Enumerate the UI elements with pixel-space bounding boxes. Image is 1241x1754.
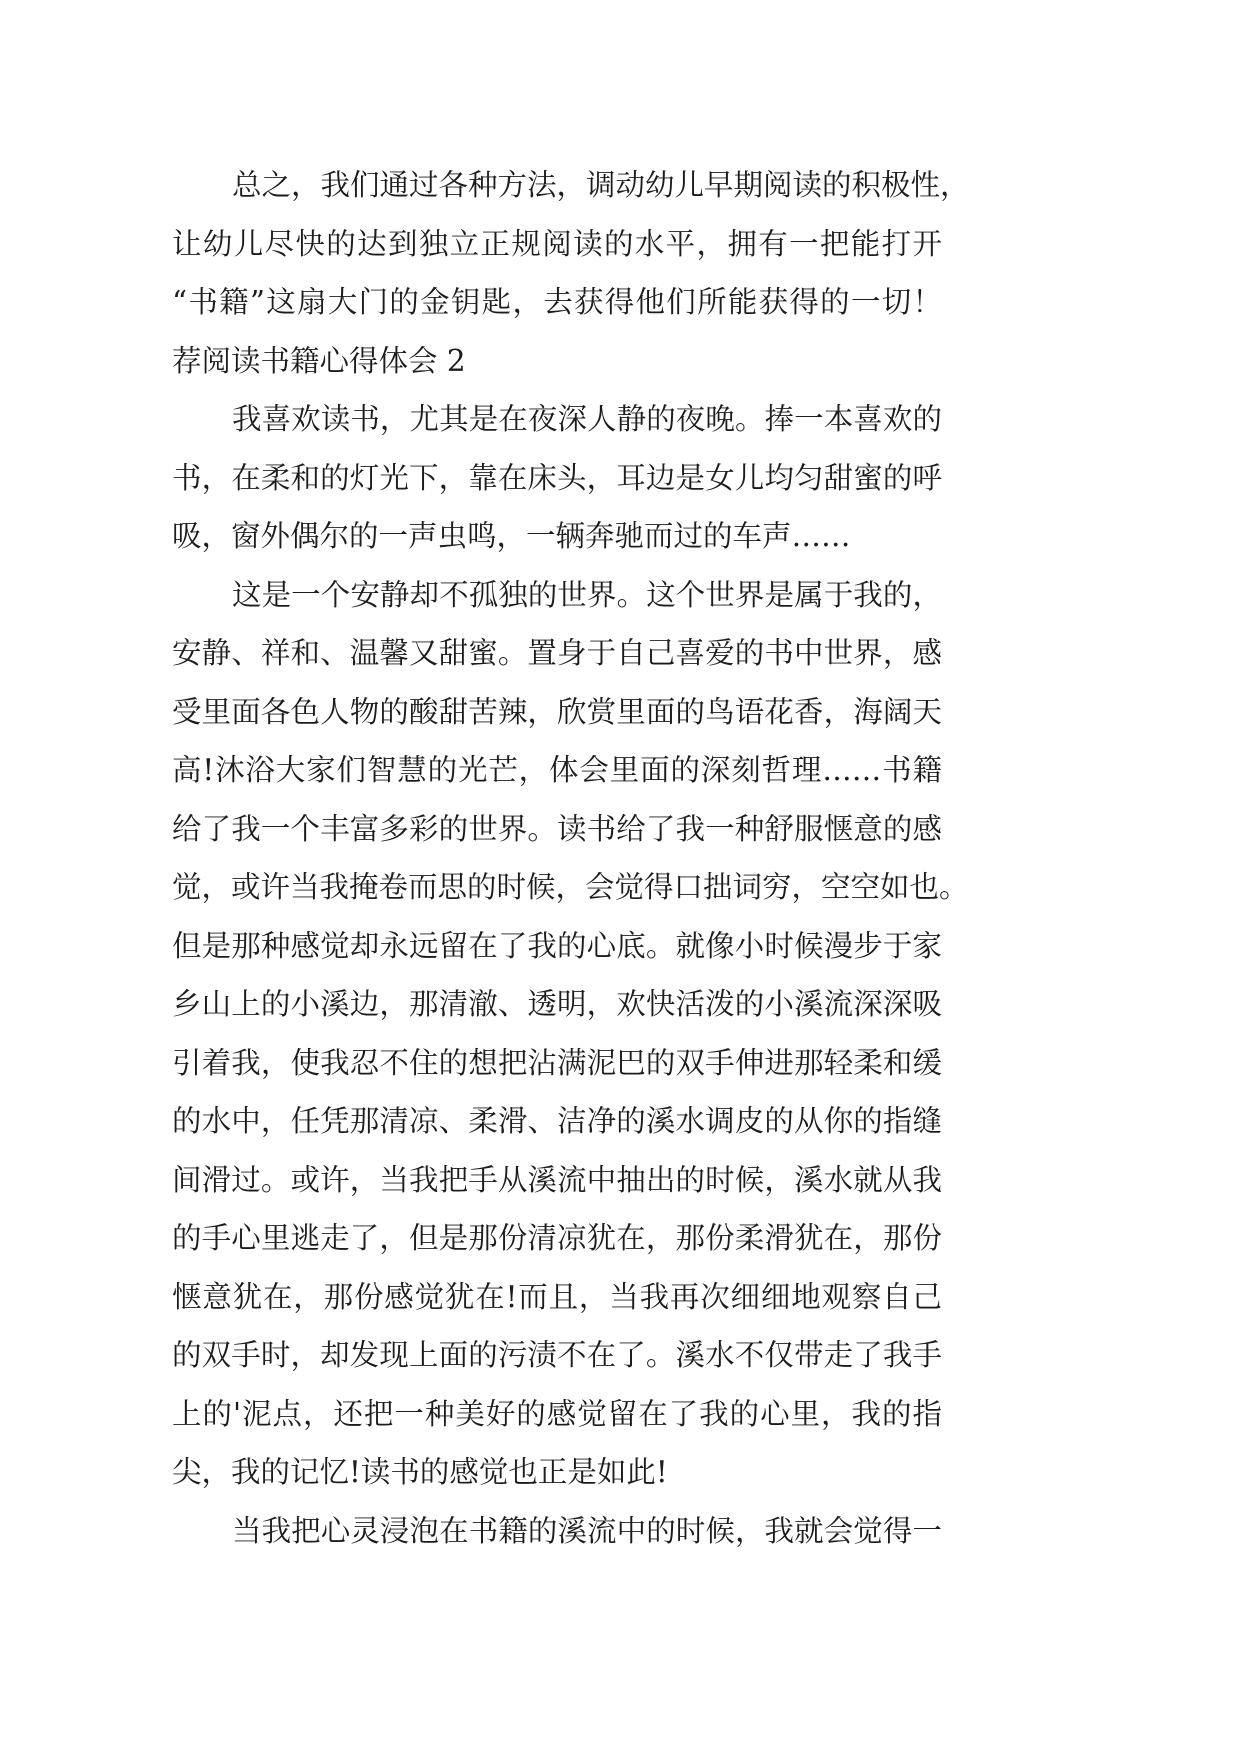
text-line: 书，在柔和的灯光下，靠在床头，耳边是女儿均匀甜蜜的呼 — [172, 460, 942, 495]
paragraph — [172, 1502, 942, 1561]
text-line: 我喜欢读书，尤其是在夜深人静的夜晚。捧一本喜欢的 — [232, 402, 942, 436]
text-line: 惬意犹在，那份感觉犹在!而且，当我再次细细地观察自己 — [172, 1279, 942, 1314]
text-line: 的双手时，却发现上面的污渍不在了。溪水不仅带走了我手 — [172, 1338, 942, 1372]
text-line: 安静、祥和、温馨又甜蜜。置身于自己喜爱的书中世界，感 — [172, 636, 942, 670]
text-line: “书籍”这扇大门的金钥匙，去获得他们所能获得的一切！ — [172, 285, 942, 319]
text-line: 的水中，任凭那清凉、柔滑、洁净的溪水调皮的从你的指缝 — [172, 1104, 942, 1138]
document-body — [172, 156, 970, 1560]
text-line: 总之，我们通过各种方法，调动幼儿早期阅读的积极性， — [232, 168, 970, 202]
paragraph — [172, 566, 969, 1502]
text-line: 吸，窗外偶尔的一声虫鸣，一辆奔驰而过的车声…… — [172, 519, 851, 553]
text-line: 乡山上的小溪边，那清澈、透明，欢快活泼的小溪流深深吸 — [172, 987, 942, 1021]
text-line: 当我把心灵浸泡在书籍的溪流中的时候，我就会觉得一 — [232, 1513, 942, 1548]
text-line: 的手心里逃走了，但是那份清凉犹在，那份柔滑犹在，那份 — [172, 1221, 942, 1255]
text-line: 让幼儿尽快的达到独立正规阅读的水平，拥有一把能打开 — [172, 226, 942, 261]
text-line: 这是一个安静却不孤独的世界。这个世界是属于我的， — [232, 577, 942, 612]
text-line: 尖，我的记忆!读书的感觉也正是如此! — [172, 1455, 668, 1489]
paragraph — [172, 156, 970, 332]
text-line: 高!沐浴大家们智慧的光芒，体会里面的深刻哲理……书籍 — [172, 753, 942, 787]
text-line: 给了我一个丰富多彩的世界。读书给了我一种舒服惬意的感 — [172, 811, 942, 846]
section-title: 荐阅读书籍心得体会 2 — [172, 343, 466, 378]
text-line: 引着我，使我忍不住的想把沾满泥巴的双手伸进那轻柔和缓 — [172, 1045, 942, 1080]
text-line: 间滑过。或许，当我把手从溪流中抽出的时候，溪水就从我 — [172, 1162, 942, 1197]
text-line: 但是那种感觉却永远留在了我的心底。就像小时候漫步于家 — [172, 928, 942, 963]
text-line: 觉，或许当我掩卷而思的时候，会觉得口拙词穷，空空如也。 — [172, 870, 969, 904]
text-line: 上的'泥点，还把一种美好的感觉留在了我的心里，我的指 — [172, 1396, 942, 1431]
paragraph — [172, 390, 942, 566]
text-line: 受里面各色人物的酸甜苦辣，欣赏里面的鸟语花香，海阔天 — [172, 694, 942, 729]
